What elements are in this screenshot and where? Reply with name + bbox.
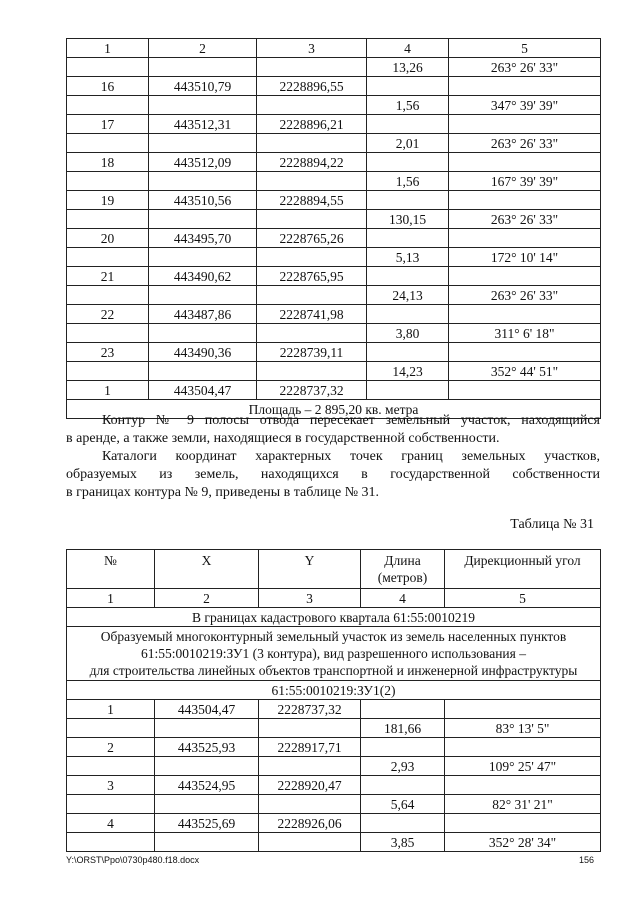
point-x: 443490,36 [149,343,257,362]
point-x: 443495,70 [149,229,257,248]
table-row-segment [67,172,601,191]
segment-angle: 83° 13' 5" [445,719,601,738]
segment-angle: 263° 26' 33" [449,134,601,153]
table-row-segment [67,833,601,852]
paragraph-contour-description [66,412,600,448]
segment-length: 3,85 [361,833,445,852]
table-row-segment [67,248,601,267]
segment-length: 5,64 [361,795,445,814]
point-number: 19 [67,191,149,210]
point-number: 1 [67,700,155,719]
header-length: Длина (метров) [361,550,445,589]
point-y: 2228917,71 [259,738,361,757]
segment-length: 14,23 [367,362,449,381]
point-x: 443490,62 [149,267,257,286]
header-y: Y [259,550,361,589]
description-line: для строительства линейных объектов транспортной и инженерной инфраструктуры [89,663,578,678]
table-row-segment [67,134,601,153]
point-x: 443504,47 [155,700,259,719]
description-line: 61:55:0010219:ЗУ1 (3 контура), вид разрешенного использования – [141,646,526,661]
segment-length: 24,13 [367,286,449,305]
point-number: 2 [67,738,155,757]
point-y: 2228739,11 [257,343,367,362]
table-row-point [67,700,601,719]
segment-length: 1,56 [367,96,449,115]
table-row-segment [67,324,601,343]
page-number: 156 [578,855,594,865]
point-x: 443504,47 [149,381,257,400]
point-number: 22 [67,305,149,324]
segment-angle: 263° 26' 33" [449,210,601,229]
column-number: 1 [67,39,149,58]
table-row-segment [67,286,601,305]
point-x: 443512,09 [149,153,257,172]
table-row-point [67,191,601,210]
segment-angle: 172° 10' 14" [449,248,601,267]
column-number: 2 [155,589,259,608]
table-header-row [67,550,601,589]
quarter-row [67,608,601,627]
table-row-point [67,343,601,362]
contour-row [67,681,601,700]
point-y: 2228737,32 [257,381,367,400]
point-number: 16 [67,77,149,96]
coordinates-table-31 [66,549,601,852]
table-caption: Таблица № 31 [510,517,594,532]
point-number: 1 [67,381,149,400]
description-row [67,627,601,681]
point-number: 21 [67,267,149,286]
point-x: 443510,79 [149,77,257,96]
point-y: 2228894,55 [257,191,367,210]
point-number: 23 [67,343,149,362]
point-x: 443525,93 [155,738,259,757]
table-column-number-row [67,589,601,608]
table-row-segment [67,757,601,776]
point-x: 443524,95 [155,776,259,795]
table-row-point [67,77,601,96]
header-number: № [67,550,155,589]
paragraph-line: образуемых из земель, находящихся в государственной собственности [66,467,600,482]
column-number: 3 [257,39,367,58]
paragraph-line: в аренде, а также земли, находящиеся в государственной собственности. [66,431,500,446]
column-number: 4 [361,589,445,608]
table-row-segment [67,210,601,229]
segment-length: 1,56 [367,172,449,191]
segment-length: 3,80 [367,324,449,343]
point-x: 443512,31 [149,115,257,134]
table-row-segment [67,719,601,738]
header-x: X [155,550,259,589]
table-row-segment [67,96,601,115]
point-x: 443510,56 [149,191,257,210]
land-plot-description [67,627,601,681]
area-total: Площадь – 2 895,20 кв. метра [67,400,601,419]
contour-id: 61:55:0010219:ЗУ1(2) [67,681,601,700]
table-row-point [67,776,601,795]
column-number: 2 [149,39,257,58]
segment-angle: 263° 26' 33" [449,286,601,305]
table-row-segment [67,58,601,77]
point-x: 443525,69 [155,814,259,833]
point-y: 2228737,32 [259,700,361,719]
header-angle: Дирекционный угол [445,550,601,589]
paragraph-line: Контур № 9 полосы отвода пересекает земельный участок, находящийся [102,413,600,428]
point-number: 17 [67,115,149,134]
point-number: 20 [67,229,149,248]
table-row-point [67,153,601,172]
point-x: 443487,86 [149,305,257,324]
table-row-point [67,267,601,286]
segment-angle: 109° 25' 47" [445,757,601,776]
column-number: 3 [259,589,361,608]
point-number: 4 [67,814,155,833]
point-y: 2228765,95 [257,267,367,286]
paragraph-line: в границах контура № 9, приведены в таблице № 31. [66,485,380,500]
paragraph-catalog-reference [66,448,600,502]
table-row-point [67,738,601,757]
column-number: 5 [445,589,601,608]
segment-angle: 347° 39' 39" [449,96,601,115]
segment-length: 2,01 [367,134,449,153]
table-row-point [67,115,601,134]
segment-length: 2,93 [361,757,445,776]
point-number: 18 [67,153,149,172]
point-y: 2228894,22 [257,153,367,172]
table-row-segment [67,362,601,381]
table-row-point [67,229,601,248]
segment-length: 130,15 [367,210,449,229]
description-line: Образуемый многоконтурный земельный участок из земель населенных пунктов [100,629,567,644]
segment-angle: 82° 31' 21" [445,795,601,814]
table-column-number-row [67,39,601,58]
segment-angle: 352° 28' 34" [445,833,601,852]
column-number: 5 [449,39,601,58]
cadastral-quarter: В границах кадастрового квартала 61:55:0010219 [67,608,601,627]
coordinates-table-continued [66,38,601,419]
table-row-point [67,305,601,324]
segment-angle: 263° 26' 33" [449,58,601,77]
table-row-point [67,814,601,833]
column-number: 1 [67,589,155,608]
paragraph-line: Каталоги координат характерных точек границ земельных участков, [102,449,600,464]
segment-angle: 167° 39' 39" [449,172,601,191]
point-number: 3 [67,776,155,795]
table-row-segment [67,795,601,814]
column-number: 4 [367,39,449,58]
table-row-point [67,381,601,400]
point-y: 2228896,55 [257,77,367,96]
point-y: 2228741,98 [257,305,367,324]
point-y: 2228926,06 [259,814,361,833]
segment-angle: 311° 6' 18" [449,324,601,343]
segment-angle: 352° 44' 51" [449,362,601,381]
point-y: 2228896,21 [257,115,367,134]
segment-length: 5,13 [367,248,449,267]
footer-file-path: Y:\ORST\Ppo\0730p480.f18.docx [66,855,200,865]
point-y: 2228920,47 [259,776,361,795]
segment-length: 181,66 [361,719,445,738]
point-y: 2228765,26 [257,229,367,248]
segment-length: 13,26 [367,58,449,77]
